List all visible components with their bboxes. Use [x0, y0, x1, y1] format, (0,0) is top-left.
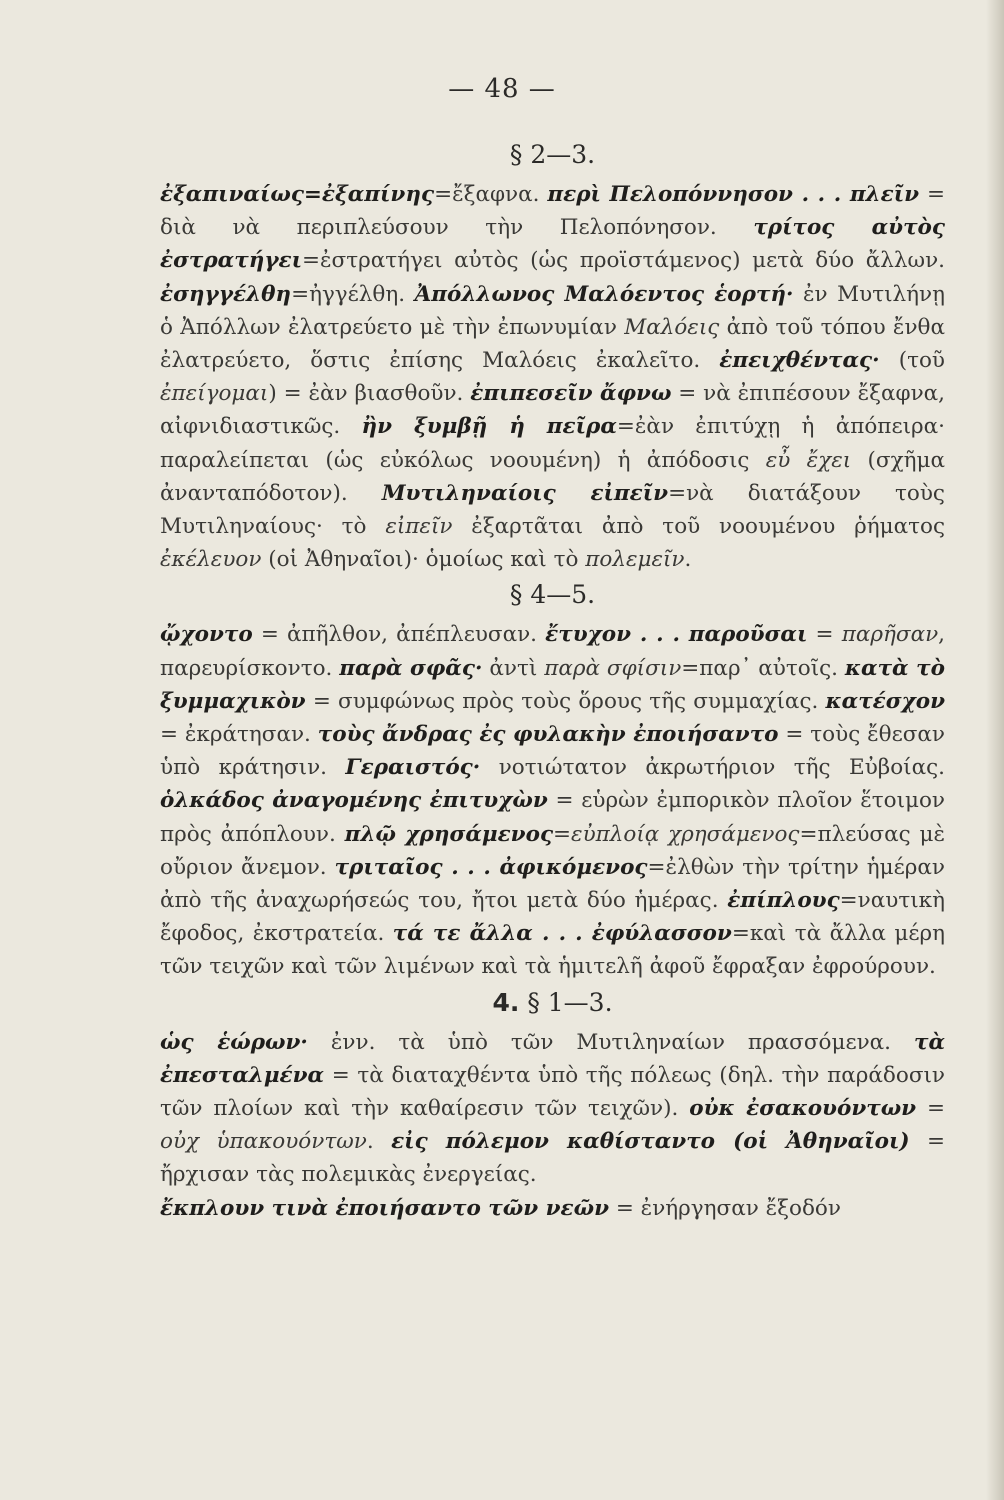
lemma-term: ἐσηγγέλθη — [160, 281, 292, 307]
lemma-term: εἰς πόλεμον καθίσταντο (οἱ Ἀθηναῖοι) — [391, 1129, 910, 1155]
gloss-text: ἐξαρτᾶται ἀπὸ τοῦ νοουμένου ῥήματος — [452, 514, 945, 540]
gloss-text: (σχῆμα ἀνανταπόδοτον). — [160, 447, 945, 506]
commentary-text — [160, 138, 945, 1225]
lemma-term: παρὰ σφᾶς· — [339, 655, 483, 681]
lemma-term: τριταῖος . . . ἀφικόμενος — [334, 854, 648, 880]
lemma-term: Ἀπόλλωνος Μαλόεντος ἑορτή· — [414, 281, 794, 307]
italic-term: πολεμεῖν — [585, 547, 685, 573]
gloss-text: = συμφώνως πρὸς τοὺς ὅρους τῆς συμμαχίας. — [305, 688, 826, 714]
gloss-text: =ἐὰν ἐπιτύχῃ ἡ ἀπόπειρα· παραλείπεται (ὡς εὐκόλως νοουμένη) ἡ ἀπόδοσις — [160, 414, 946, 473]
gloss-text: =νὰ διατάξουν τοὺς Μυτιληναίους· τὸ — [160, 480, 945, 540]
lemma-term: ἔκπλουν τινὰ ἐποιήσαντο τῶν νεῶν — [160, 1195, 609, 1221]
gloss-text: =πλεύσας μὲ οὔριον ἄνεμον. — [160, 821, 945, 880]
paragraph — [160, 618, 945, 983]
gloss-text: (τοῦ — [879, 348, 945, 374]
gloss-text: = εὑρὼν ἐμπορικὸν πλοῖον ἕτοιμον πρὸς ἀπόπλουν. — [160, 788, 945, 847]
gloss-text: . — [684, 547, 692, 573]
paragraph — [160, 178, 945, 576]
gloss-text: = νὰ ἐπιπέσουν ἔξαφνα, αἰφνιδιαστικῶς. — [160, 381, 945, 440]
lemma-term: ᾤχοντο — [160, 622, 253, 648]
paragraph — [160, 1192, 945, 1225]
chapter-section-range: § 1—3. — [527, 987, 613, 1017]
lemma-term: περὶ Πελοπόννησον . . . πλεῖν — [547, 182, 920, 207]
lemma-term: τοὺς ἄνδρας ἐς φυλακὴν ἐποιήσαντο — [317, 722, 779, 748]
italic-term: εὐπλοίᾳ χρησάμενος — [571, 821, 800, 847]
lemma-term: ἐπίπλους — [727, 888, 840, 914]
gloss-text: =ἠγγέλθη. — [291, 281, 415, 307]
gloss-text: ἀπὸ τοῦ τόπου ἔνθα ἐλατρεύετο, ὅστις ἐπίσης Μαλόεις ἐκαλεῖτο. — [160, 314, 945, 374]
italic-term: παρὰ σφίσιν — [544, 655, 682, 681]
paragraph — [160, 1026, 945, 1192]
lemma-term: Μυτιληναίοις εἰπεῖν — [381, 480, 669, 506]
section-heading-4-5: § 4—5. — [509, 580, 596, 610]
lemma-term: πλῷ χρησάμενος — [344, 821, 554, 847]
gloss-text: = — [916, 1096, 945, 1122]
lemma-term: οὐκ ἐσακουόντων — [689, 1096, 917, 1122]
lemma-term: ἐπειχθέντας· — [719, 348, 880, 374]
italic-term: Μαλόεις — [624, 314, 720, 340]
lemma-term: κατὰ τὸ ξυμμαχικὸν — [160, 655, 945, 714]
lemma-term: τρίτος αὐτὸς ἐστρατήγει — [160, 215, 945, 274]
gloss-text: = ἤρχισαν τὰς πολεμικὰς ἐνεργείας. — [160, 1129, 945, 1188]
italic-term: οὐχ ὑπακουόντων — [160, 1129, 367, 1155]
gloss-text: =ἐστρατήγει αὐτὸς (ὡς προϊστάμενος) μετὰ δύο ἄλλων. — [302, 248, 945, 274]
lemma-term: τὰ ἐπεσταλμένα — [160, 1029, 945, 1088]
lemma-term: κατέσχον — [825, 688, 945, 714]
lemma-term: ἢν ξυμβῇ ἡ πεῖρα — [361, 414, 617, 440]
gloss-text: =ναυτικὴ ἔφοδος, ἐκστρατεία. — [160, 888, 945, 947]
section-body-4-5 — [160, 618, 945, 983]
gloss-text: (οἱ Ἀθηναῖοι)· ὁμοίως καὶ τὸ — [261, 547, 586, 573]
gloss-text: ἀντὶ — [482, 655, 545, 681]
italic-term: εὖ ἔχει — [765, 447, 852, 473]
gloss-text: = διὰ νὰ περιπλεύσουν τὴν Πελοπόνησον. — [160, 182, 945, 241]
italic-term: παρῆσαν — [841, 622, 939, 648]
lemma-term: ὁλκάδος ἀναγομένης ἐπιτυχὼν — [160, 788, 548, 814]
gloss-text: = ἐκράτησαν. — [160, 722, 318, 748]
section-heading-2-3: § 2—3. — [509, 140, 596, 169]
gloss-text: ) = ἐὰν βιασθοῦν. — [268, 381, 471, 407]
italic-term: ἐκέλευον — [160, 547, 262, 573]
gloss-text: =ἔξαφνα. — [434, 182, 548, 207]
lemma-term: Γεραιστός· — [345, 755, 481, 781]
gloss-text: =ἐλθὼν τὴν τρίτην ἡμέραν ἀπὸ τῆς ἀναχωρήσεώς του, ἤτοι μετὰ δύο ἡμέρας. — [160, 854, 945, 914]
italic-term: ἐπείγομαι — [160, 381, 269, 407]
section-body-ch4-1-3 — [160, 1026, 945, 1225]
italic-term: εἰπεῖν — [385, 514, 453, 540]
gloss-text: = ἐνήργησαν ἔξοδόν — [608, 1195, 841, 1221]
gloss-text: = — [553, 821, 572, 847]
gloss-text: ἐν Μυτιλήνῃ ὁ Ἀπόλλων ἐλατρεύετο μὲ τὴν ἐπωνυμίαν — [160, 281, 945, 340]
gloss-text: =παρ᾽ αὐτοῖς. — [681, 655, 845, 681]
gloss-text: = τοὺς ἔθεσαν ὑπὸ κράτησιν. — [160, 722, 945, 781]
lemma-term: ἔτυχον . . . παροῦσαι — [545, 622, 808, 648]
lemma-term: ἐπιπεσεῖν ἄφνω — [470, 381, 672, 407]
gloss-text: . — [366, 1129, 392, 1155]
gloss-text: = ἀπῆλθον, ἀπέπλευσαν. — [252, 622, 546, 648]
page-edge-shadow — [986, 0, 1004, 1500]
gloss-text: , παρευρίσκοντο. — [160, 622, 946, 681]
lemma-term: ὡς ἑώρων· — [160, 1029, 308, 1055]
chapter-heading-4 — [160, 986, 945, 1020]
gloss-text: νοτιώτατον ἀκρωτήριον τῆς Εὐβοίας. — [480, 755, 945, 781]
gloss-text: ἐνν. τὰ ὑπὸ τῶν Μυτιληναίων πρασσόμενα. — [307, 1029, 914, 1055]
lemma-term: ἐξαπιναίως=ἐξαπίνης — [160, 182, 435, 207]
gloss-text: =καὶ τὰ ἄλλα μέρη τῶν τειχῶν καὶ τῶν λιμένων καὶ τὰ ἡμιτελῆ ἀφοῦ ἔφραξαν ἐφρούρουν. — [160, 921, 945, 980]
gloss-text: = τὰ διαταχθέντα ὑπὸ τῆς πόλεως (δηλ. τὴν παράδοσιν τῶν πλοίων καὶ τὴν καθαίρεσιν τῶν τειχῶν). — [160, 1062, 945, 1122]
lemma-term: τά τε ἄλλα . . . ἐφύλασσον — [392, 921, 732, 947]
gloss-text: = — [807, 622, 842, 648]
page-number: — 48 — — [448, 74, 556, 104]
section-body-2-3 — [160, 178, 945, 576]
chapter-number: 4. — [492, 987, 520, 1017]
